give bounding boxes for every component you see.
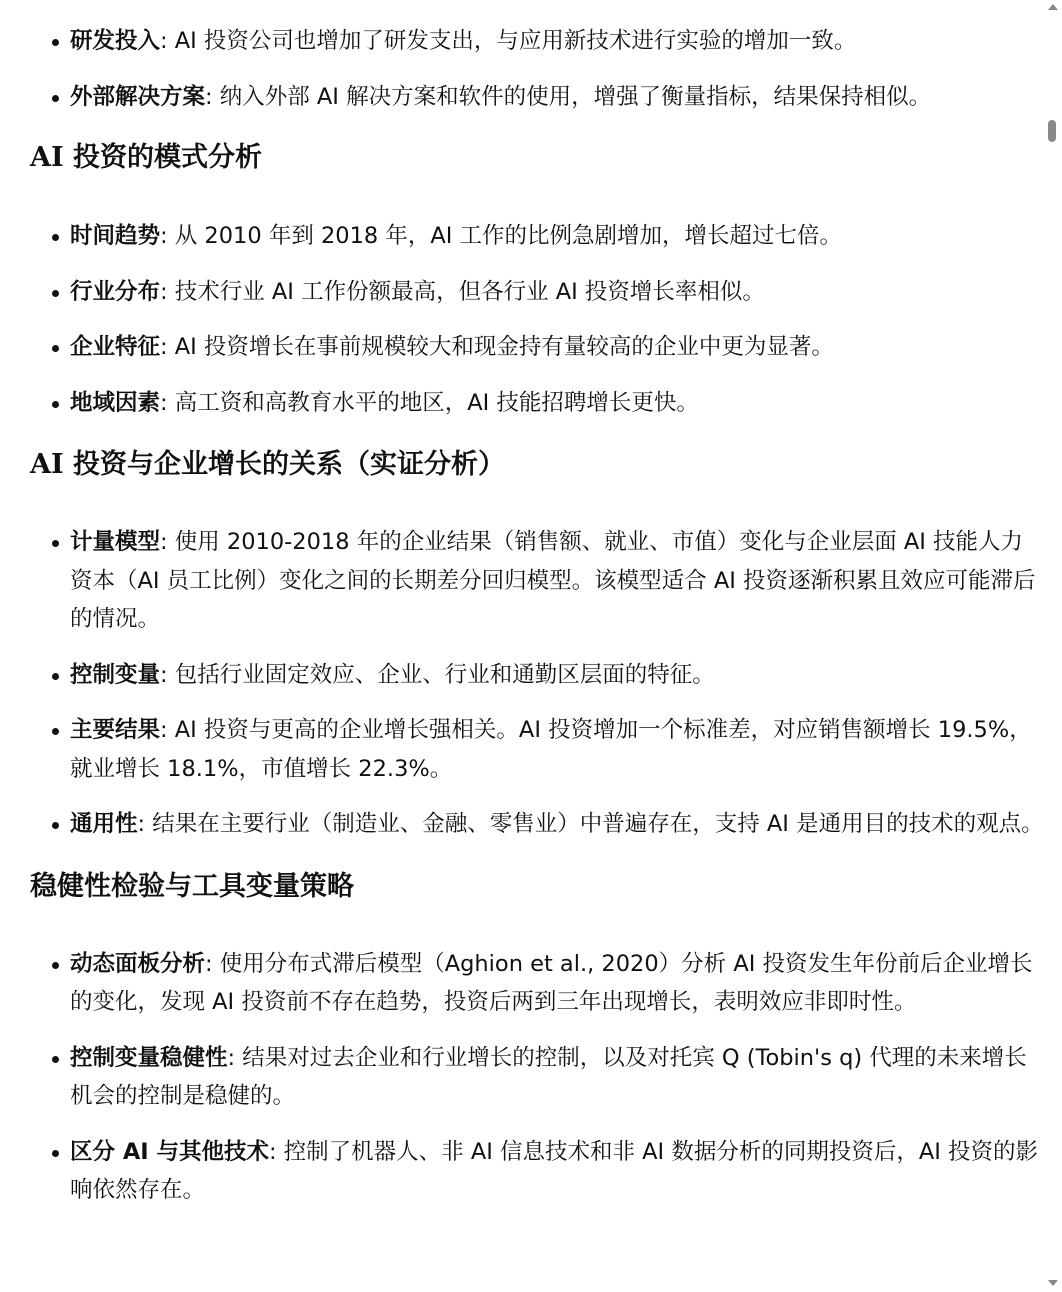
section-heading-patterns: AI 投资的模式分析	[30, 142, 262, 173]
item-term: 计量模型	[70, 529, 161, 555]
scroll-up-arrow-icon[interactable]	[1048, 4, 1058, 10]
item-term: 外部解决方案	[70, 83, 206, 110]
item-text: : 使用分布式滞后模型（Aghion et al., 2020）分析 AI 投资发生年份前后企业增长的变化，发现 AI 投资前不存在趋势，投资后两到三年出现增长，表明效应非即时性。	[70, 950, 1033, 1015]
list-item	[70, 384, 1044, 423]
item-text: : AI 投资公司也增加了研发支出，与应用新技术进行实验的增加一致。	[160, 28, 857, 54]
item-text: : 技术行业 AI 工作份额最高，但各行业 AI 投资增长率相似。	[160, 278, 765, 305]
item-term: 时间趋势	[70, 223, 161, 249]
list-growth-relationship	[30, 523, 1044, 844]
item-text: : AI 投资与更高的企业增长强相关。AI 投资增加一个标准差，对应销售额增长 19.5%，就业增长 18.1%，市值增长 22.3%。	[70, 717, 1032, 782]
section-heading-robustness: 稳健性检验与工具变量策略	[30, 870, 354, 902]
item-text: : 结果对过去企业和行业增长的控制，以及对托宾 Q (Tobin's q) 代理的未来增长机会的控制是稳健的。	[70, 1044, 1027, 1109]
list-item	[70, 711, 1044, 788]
item-term: 行业分布	[70, 278, 161, 305]
list-item	[70, 945, 1044, 1022]
list-item	[70, 523, 1044, 639]
list-item	[70, 78, 1044, 117]
list-item	[70, 273, 1044, 312]
list-item	[70, 805, 1044, 844]
section-heading-growth-relationship: AI 投资与企业增长的关系（实证分析）	[30, 449, 505, 480]
list-patterns	[30, 217, 1044, 422]
list-item	[70, 1133, 1044, 1210]
item-term: 控制变量	[70, 661, 161, 688]
item-term: 主要结果	[70, 717, 161, 743]
item-term: 企业特征	[70, 334, 161, 360]
list-item	[70, 217, 1044, 256]
scrollbar-thumb[interactable]	[1048, 120, 1056, 142]
item-term: 区分 AI 与其他技术	[70, 1138, 269, 1165]
item-text: : 从 2010 年到 2018 年，AI 工作的比例急剧增加，增长超过七倍。	[160, 223, 843, 249]
item-term: 控制变量稳健性	[70, 1044, 228, 1071]
list-item	[70, 656, 1044, 695]
scroll-down-arrow-icon[interactable]	[1048, 1280, 1058, 1286]
list-item	[70, 328, 1044, 367]
list-item	[70, 22, 1044, 61]
vertical-scrollbar[interactable]	[1044, 0, 1062, 1292]
item-text: : 高工资和高教育水平的地区，AI 技能招聘增长更快。	[160, 389, 699, 416]
item-term: 通用性	[70, 811, 138, 837]
item-text: : 纳入外部 AI 解决方案和软件的使用，增强了衡量指标，结果保持相似。	[205, 83, 932, 110]
list-research-and-solutions	[30, 0, 1044, 116]
list-robustness	[30, 945, 1044, 1210]
item-text: : 控制了机器人、非 AI 信息技术和非 AI 数据分析的同期投资后，AI 投资的影响依然存在。	[70, 1138, 1039, 1203]
list-item	[70, 1039, 1044, 1116]
item-text: : 结果在主要行业（制造业、金融、零售业）中普遍存在，支持 AI 是通用目的技术的观点。	[137, 811, 1044, 837]
item-text: : AI 投资增长在事前规模较大和现金持有量较高的企业中更为显著。	[160, 334, 834, 360]
item-text: : 包括行业固定效应、企业、行业和通勤区层面的特征。	[160, 661, 715, 688]
item-term: 地域因素	[70, 389, 161, 416]
item-text: : 使用 2010-2018 年的企业结果（销售额、就业、市值）变化与企业层面 AI 技能人力资本（AI 员工比例）变化之间的长期差分回归模型。该模型适合 AI 投资逐渐积累且效应可能滞后的情况。	[70, 529, 1036, 632]
item-term: 研发投入	[70, 28, 161, 54]
item-term: 动态面板分析	[70, 950, 206, 977]
